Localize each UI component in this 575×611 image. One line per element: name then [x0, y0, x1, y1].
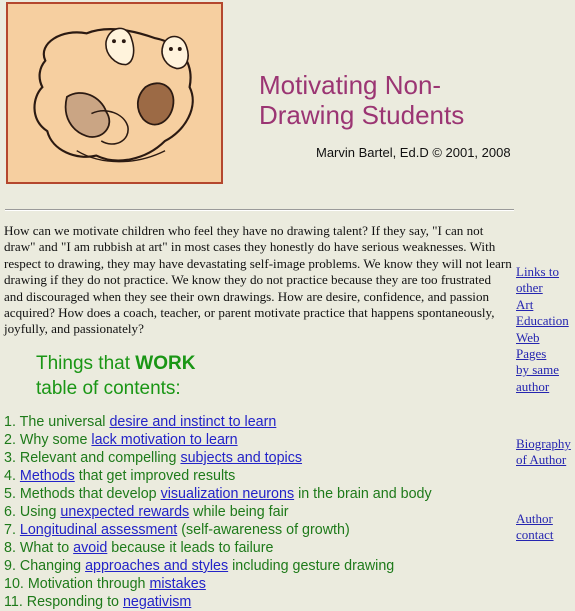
toc-item — [4, 575, 432, 593]
divider — [5, 209, 514, 211]
toc-heading — [36, 351, 195, 401]
toc-item — [4, 521, 432, 539]
link-line: contact — [516, 527, 554, 543]
link-line: author — [516, 378, 550, 394]
author-contact-link[interactable] — [516, 511, 554, 542]
toc-item-suffix: including gesture drawing — [228, 558, 395, 574]
toc-item-prefix: 9. Changing — [4, 558, 86, 574]
ghost-drawing-icon — [8, 4, 221, 182]
biography-link[interactable] — [516, 436, 571, 467]
toc-item-prefix: 10. Motivation through — [4, 576, 150, 592]
sidebar-links — [516, 264, 575, 395]
intro-paragraph: How can we motivate children who feel they have no drawing talent? If they say, "I can not draw" and "I am rubbish at art" in most cases they honestly do have serious weaknesses. With respect to drawing, they may have devastating self-image problems. We know they will not learn drawing if they do not practice. We know they do not practice because they are too frustrated and discouraged when they see their own drawings. How are desire, confidence, and passion acquired? How does a coach, teacher, or parent motivate practice that happens spontaneously, joyfully, and passionately? — [4, 223, 512, 337]
toc-item — [4, 413, 432, 431]
toc-link[interactable]: visualization neurons — [160, 486, 295, 502]
page-title-line2: Drawing Students — [259, 100, 465, 130]
toc-heading-bold: WORK — [135, 353, 196, 374]
link-line: Author — [516, 511, 553, 526]
toc-item-prefix: 5. Methods that develop — [4, 486, 161, 502]
toc-link[interactable]: Longitudinal assessment — [19, 522, 178, 538]
link-line: Pages — [516, 346, 547, 362]
link-line: Education — [516, 313, 569, 329]
toc-item — [4, 557, 432, 575]
toc-link[interactable]: desire and instinct to learn — [109, 414, 277, 430]
link-line: Links to — [516, 264, 559, 279]
link-line: Biography — [516, 436, 571, 451]
link-line: Art — [516, 296, 534, 312]
page-title — [259, 70, 559, 130]
toc-item-suffix: in the brain and body — [294, 486, 432, 502]
toc-heading-line2: table of contents: — [36, 378, 181, 399]
link-line: by same — [516, 362, 559, 378]
author-credit: Marvin Bartel, Ed.D © 2001, 2008 — [316, 145, 511, 160]
toc-item-prefix: 11. Responding to — [4, 594, 123, 610]
link-line: of Author — [516, 452, 567, 468]
toc-item — [4, 485, 432, 503]
toc-link[interactable]: Methods — [19, 468, 75, 484]
toc-item — [4, 539, 432, 557]
toc-link[interactable]: subjects and topics — [180, 450, 303, 466]
toc-item-suffix: while being fair — [189, 504, 289, 520]
sidebar-contact — [516, 511, 575, 544]
link-line: Web — [516, 329, 540, 345]
toc-link[interactable]: mistakes — [149, 576, 206, 592]
toc-item-suffix: (self-awareness of growth) — [177, 522, 350, 538]
toc-link[interactable]: approaches and styles — [85, 558, 229, 574]
toc-item-prefix: 1. The universal — [4, 414, 110, 430]
sidebar-bio — [516, 436, 575, 469]
page-title-line1: Motivating Non- — [259, 70, 442, 100]
toc-item — [4, 449, 432, 467]
toc-item-prefix: 3. Relevant and compelling — [4, 450, 181, 466]
toc-item — [4, 467, 432, 485]
table-of-contents — [4, 413, 432, 611]
toc-link[interactable]: negativism — [122, 594, 192, 610]
toc-item-prefix: 4. — [4, 468, 20, 484]
toc-item — [4, 431, 432, 449]
toc-link[interactable]: unexpected rewards — [60, 504, 190, 520]
toc-heading-pre: Things that — [36, 353, 136, 374]
ghost-drawing-image — [6, 2, 223, 184]
toc-heading-line1 — [36, 351, 195, 376]
toc-item — [4, 503, 432, 521]
toc-item-prefix: 6. Using — [4, 504, 61, 520]
toc-item-suffix: because it leads to failure — [107, 540, 274, 556]
toc-item-prefix: 2. Why some — [4, 432, 92, 448]
toc-item-prefix: 7. — [4, 522, 20, 538]
link-line: other — [516, 280, 543, 296]
toc-link[interactable]: lack motivation to learn — [91, 432, 238, 448]
toc-link[interactable]: avoid — [73, 540, 108, 556]
toc-item-suffix: that get improved results — [74, 468, 236, 484]
toc-item — [4, 593, 432, 611]
other-pages-link[interactable] — [516, 264, 569, 394]
toc-item-prefix: 8. What to — [4, 540, 74, 556]
